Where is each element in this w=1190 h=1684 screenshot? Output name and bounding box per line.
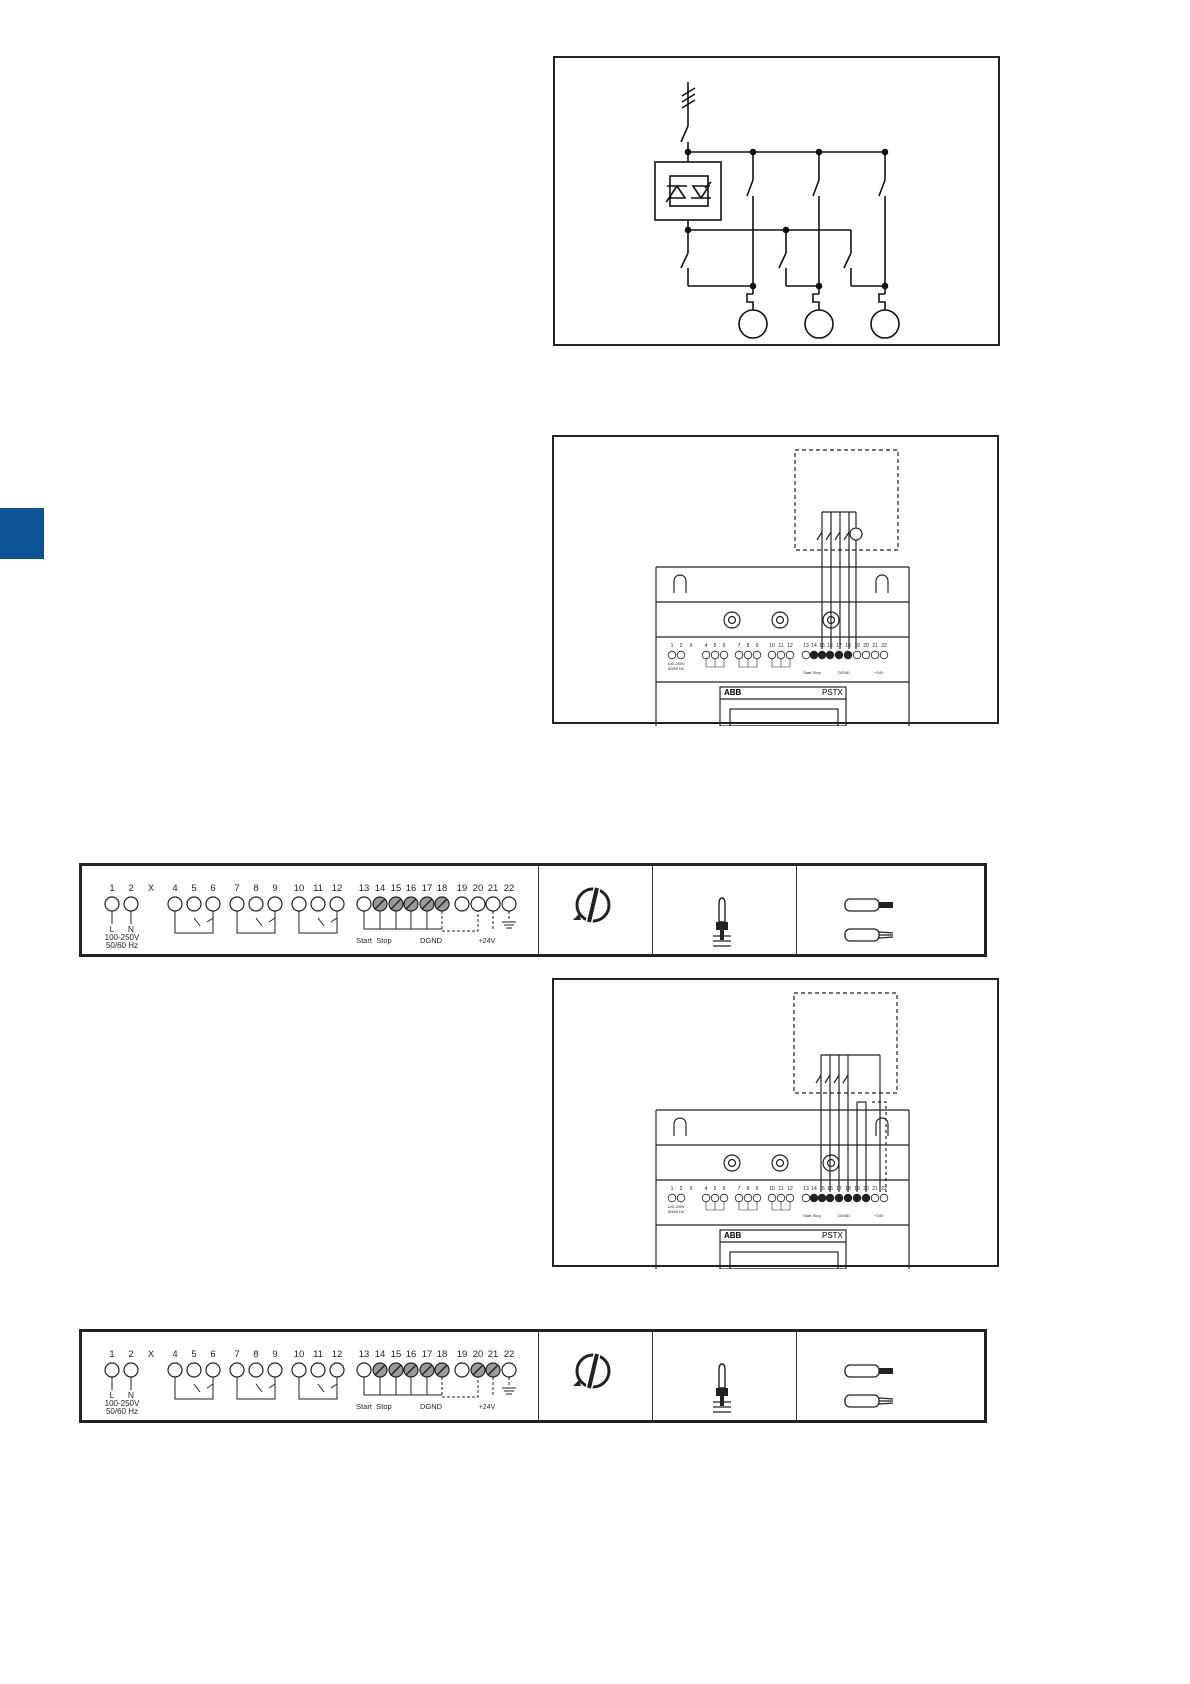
- terminal-number: 16: [405, 883, 417, 894]
- terminal-8: [249, 1363, 263, 1377]
- terminal-1: [105, 1363, 119, 1377]
- tool-cell-torque: [538, 1332, 651, 1420]
- terminal-strip-1: [79, 863, 987, 957]
- svg-text:50/60 Hz: 50/60 Hz: [667, 666, 685, 671]
- device-model: PSTX: [822, 1231, 843, 1240]
- terminal-number: 13: [358, 883, 370, 894]
- svg-text:17: 17: [836, 1186, 842, 1192]
- terminal-number: 10: [293, 1349, 305, 1360]
- terminal-4: [168, 897, 182, 911]
- terminal-number: 1: [109, 883, 115, 894]
- terminal-5: [187, 897, 201, 911]
- svg-text:14: 14: [811, 1186, 817, 1192]
- device-wiring-diagram-1: [552, 435, 999, 724]
- cable-stripped-icon: [797, 1332, 987, 1420]
- terminal-11: [311, 1363, 325, 1377]
- terminal-number: 7: [234, 883, 240, 894]
- terminal-number: 13: [358, 1349, 370, 1360]
- terminal-9: [268, 897, 282, 911]
- svg-text:X: X: [689, 643, 693, 649]
- svg-text:Start Stop: Start Stop: [803, 1213, 821, 1218]
- svg-text:1: 1: [670, 1186, 674, 1192]
- terminal-number: X: [147, 883, 155, 894]
- svg-text:19: 19: [854, 643, 860, 649]
- terminal-13: [357, 1363, 371, 1377]
- terminal-number: 2: [128, 1349, 134, 1360]
- terminal-5: [187, 1363, 201, 1377]
- screwdriver-icon: [653, 1332, 795, 1420]
- svg-text:7: 7: [737, 1186, 741, 1192]
- device-wiring-diagram-2: [552, 978, 999, 1267]
- svg-text:12: 12: [787, 643, 793, 649]
- cable-stripped-icon: [797, 866, 987, 954]
- svg-text:9: 9: [755, 643, 759, 649]
- label-n: N: [127, 1390, 135, 1400]
- svg-text:Start Stop: Start Stop: [803, 670, 821, 675]
- terminal-number: 12: [331, 1349, 343, 1360]
- svg-text:13: 13: [803, 1186, 809, 1192]
- terminal-number: 4: [172, 883, 178, 894]
- terminal-12: [330, 897, 344, 911]
- svg-text:4: 4: [704, 1186, 708, 1192]
- terminal-10: [292, 897, 306, 911]
- svg-text:12: 12: [787, 1186, 793, 1192]
- terminal-number: 12: [331, 883, 343, 894]
- tool-cell-cable: [796, 866, 987, 954]
- terminal-22: [502, 897, 516, 911]
- terminal-number: 10: [293, 883, 305, 894]
- terminal-10: [292, 1363, 306, 1377]
- terminal-number: 2: [128, 883, 134, 894]
- svg-text:22: 22: [881, 643, 887, 649]
- svg-text:5: 5: [713, 643, 717, 649]
- terminal-1: [105, 897, 119, 911]
- terminal-number: 20: [472, 1349, 484, 1360]
- terminal-number: 5: [191, 1349, 197, 1360]
- device-brand: ABB: [724, 688, 742, 697]
- svg-text:15: 15: [819, 1186, 825, 1192]
- label-freq: 50/60 Hz: [105, 1407, 139, 1416]
- terminal-21: [486, 897, 500, 911]
- label-supply: 100-250V: [104, 933, 140, 942]
- tool-cell-cable: [796, 1332, 987, 1420]
- svg-text:11: 11: [778, 643, 784, 649]
- terminal-6: [206, 897, 220, 911]
- terminal-6: [206, 1363, 220, 1377]
- terminal-19: [455, 897, 469, 911]
- svg-text:9: 9: [755, 1186, 759, 1192]
- label-stop: Stop: [376, 1402, 392, 1411]
- svg-text:22: 22: [881, 1186, 887, 1192]
- terminal-13: [357, 897, 371, 911]
- svg-text:7: 7: [737, 643, 741, 649]
- label-l: L: [109, 924, 115, 934]
- terminal-number: 21: [487, 1349, 499, 1360]
- svg-text:19: 19: [854, 1186, 860, 1192]
- svg-text:10: 10: [769, 643, 775, 649]
- terminal-number: 5: [191, 883, 197, 894]
- svg-text:100-250V: 100-250V: [667, 1204, 685, 1209]
- terminal-number: 9: [272, 883, 278, 894]
- svg-text:50/60 Hz: 50/60 Hz: [667, 1209, 685, 1214]
- tool-cell-screwdriver: [652, 866, 795, 954]
- svg-text:11: 11: [778, 1186, 784, 1192]
- terminal-number: 8: [253, 1349, 259, 1360]
- torque-screwdriver-icon: [539, 1332, 651, 1420]
- terminal-number: 1: [109, 1349, 115, 1360]
- svg-text:21: 21: [872, 1186, 878, 1192]
- svg-text:18: 18: [845, 643, 851, 649]
- label-stop: Stop: [376, 936, 392, 945]
- label-24v: +24V: [478, 938, 496, 945]
- terminal-number: X: [147, 1349, 155, 1360]
- label-start: Start: [356, 1402, 372, 1411]
- svg-text:14: 14: [811, 643, 817, 649]
- terminal-number: 14: [374, 883, 386, 894]
- terminal-12: [330, 1363, 344, 1377]
- svg-text:20: 20: [863, 643, 869, 649]
- terminal-number: 18: [436, 1349, 448, 1360]
- terminal-number: 15: [390, 883, 402, 894]
- svg-text:5: 5: [713, 1186, 717, 1192]
- svg-text:DGND: DGND: [838, 1213, 850, 1218]
- svg-text:6: 6: [722, 643, 726, 649]
- terminal-22: [502, 1363, 516, 1377]
- terminal-number: 20: [472, 883, 484, 894]
- terminal-number: 6: [210, 883, 216, 894]
- power-circuit-diagram: [553, 56, 1000, 346]
- terminal-7: [230, 1363, 244, 1377]
- terminal-number: 17: [421, 883, 433, 894]
- svg-text:17: 17: [836, 643, 842, 649]
- terminal-19: [455, 1363, 469, 1377]
- svg-text:6: 6: [722, 1186, 726, 1192]
- terminal-number: 22: [503, 1349, 515, 1360]
- label-freq: 50/60 Hz: [105, 941, 139, 950]
- terminal-20: [471, 897, 485, 911]
- terminal-number: 11: [313, 883, 323, 894]
- terminal-2: [124, 897, 138, 911]
- screwdriver-icon: [653, 866, 795, 954]
- terminal-9: [268, 1363, 282, 1377]
- svg-text:21: 21: [872, 643, 878, 649]
- svg-text:8: 8: [746, 643, 750, 649]
- svg-text:13: 13: [803, 643, 809, 649]
- terminal-4: [168, 1363, 182, 1377]
- label-start: Start: [356, 936, 372, 945]
- svg-text:16: 16: [827, 643, 833, 649]
- svg-text:1: 1: [670, 643, 674, 649]
- terminal-number: 7: [234, 1349, 240, 1360]
- device-model: PSTX: [822, 688, 843, 697]
- terminal-number: 14: [374, 1349, 386, 1360]
- svg-text:15: 15: [819, 643, 825, 649]
- terminal-number: 18: [436, 883, 448, 894]
- terminal-number: 19: [456, 1349, 468, 1360]
- terminal-8: [249, 897, 263, 911]
- svg-text:X: X: [689, 1186, 693, 1192]
- tool-cell-screwdriver: [652, 1332, 795, 1420]
- svg-text:8: 8: [746, 1186, 750, 1192]
- svg-text:100-250V: 100-250V: [667, 661, 685, 666]
- label-dgnd: DGND: [419, 936, 443, 945]
- terminal-number: 22: [503, 883, 515, 894]
- svg-text:DGND: DGND: [838, 670, 850, 675]
- terminal-number: 9: [272, 1349, 278, 1360]
- terminal-7: [230, 897, 244, 911]
- terminal-number: 6: [210, 1349, 216, 1360]
- svg-text:4: 4: [704, 643, 708, 649]
- terminal-strip-2: [79, 1329, 987, 1423]
- terminal-number: 15: [390, 1349, 402, 1360]
- terminal-number: 8: [253, 883, 259, 894]
- svg-text:20: 20: [863, 1186, 869, 1192]
- terminal-number: 4: [172, 1349, 178, 1360]
- svg-text:18: 18: [845, 1186, 851, 1192]
- terminal-number: 16: [405, 1349, 417, 1360]
- section-tab: [0, 508, 44, 559]
- terminal-11: [311, 897, 325, 911]
- svg-text:16: 16: [827, 1186, 833, 1192]
- label-n: N: [127, 924, 135, 934]
- label-supply: 100-250V: [104, 1399, 140, 1408]
- terminal-number: 17: [421, 1349, 433, 1360]
- terminal-number: 21: [487, 883, 499, 894]
- svg-text:10: 10: [769, 1186, 775, 1192]
- terminal-number: 11: [313, 1349, 323, 1360]
- label-l: L: [109, 1390, 115, 1400]
- terminal-number: 19: [456, 883, 468, 894]
- label-24v: +24V: [478, 1404, 496, 1411]
- tool-cell-torque: [538, 866, 651, 954]
- svg-text:+24V: +24V: [874, 670, 884, 675]
- svg-text:2: 2: [679, 643, 683, 649]
- svg-text:+24V: +24V: [874, 1213, 884, 1218]
- device-brand: ABB: [724, 1231, 742, 1240]
- torque-screwdriver-icon: [539, 866, 651, 954]
- terminal-2: [124, 1363, 138, 1377]
- label-dgnd: DGND: [419, 1402, 443, 1411]
- svg-text:2: 2: [679, 1186, 683, 1192]
